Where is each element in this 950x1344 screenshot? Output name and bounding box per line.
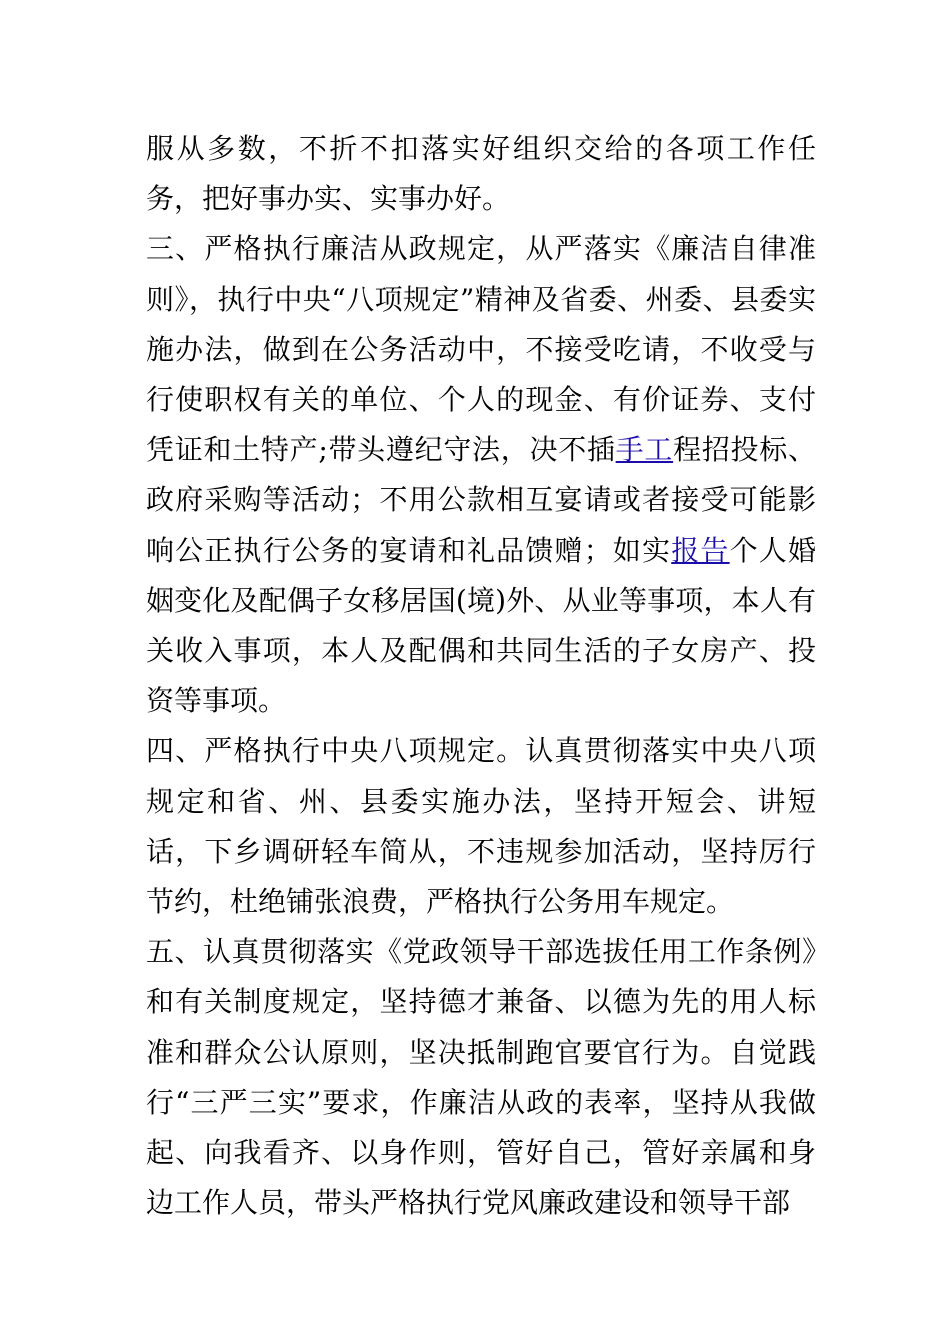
paragraph-text: 个人婚姻变化及配偶子女移居国(境)外、从业等事项，本人有关收入事项，本人及配偶和共同生活的子女房产、投资等事项。 [146,533,816,718]
link-baogao[interactable]: 报告 [671,533,730,567]
document-body [146,124,816,1228]
paragraph-section-3 [146,224,816,726]
paragraph-text: 三、严格执行廉洁从政规定，从严落实《廉洁自律准则》，执行中央“八项规定”精神及省委、州委、县委实施办法，做到在公务活动中，不接受吃请，不收受与行使职权有关的单位、个人的现金、有价证券、支付凭证和土特产;带头遵纪守法，决不插 [146,232,816,467]
paragraph-section-4: 四、严格执行中央八项规定。认真贯彻落实中央八项规定和省、州、县委实施办法，坚持开短会、讲短话，下乡调研轻车简从，不违规参加活动，坚持厉行节约，杜绝铺张浪费，严格执行公务用车规定。 [146,734,816,919]
paragraph-section-5: 五、认真贯彻落实《党政领导干部选拔任用工作条例》和有关制度规定，坚持德才兼备、以德为先的用人标准和群众公认原则，坚决抵制跑官要官行为。自觉践行“三严三实”要求，作廉洁从政的表率，坚持从我做起、向我看齐、以身作则，管好自己，管好亲属和身边工作人员，带头严格执行党风廉政建设和领导干部 [146,935,816,1220]
paragraph-text: 程招投标、政府采购等活动；不用公款相互宴请或者接受可能影响公正执行公务的宴请和礼品馈赠；如实 [146,433,816,567]
paragraph-continuation: 服从多数，不折不扣落实好组织交给的各项工作任务，把好事办实、实事办好。 [146,132,816,216]
link-shougong[interactable]: 手工 [615,433,674,467]
